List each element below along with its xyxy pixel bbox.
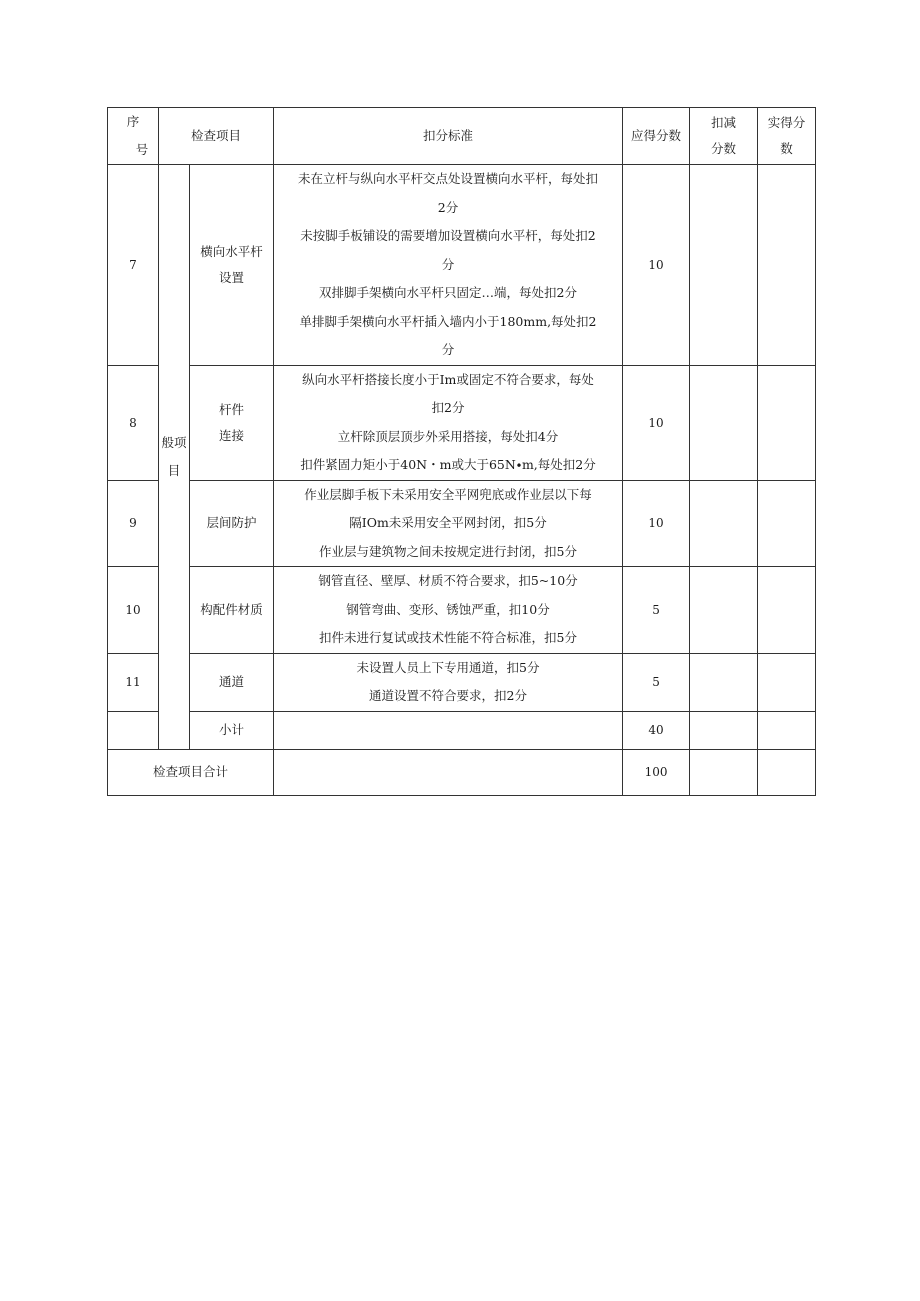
row-due-score: 5 (623, 653, 690, 711)
row-item: 通道 (190, 653, 274, 711)
standard-line: 2分 (437, 199, 459, 215)
row-seq: 9 (108, 480, 159, 567)
row-actual-cell[interactable] (758, 567, 816, 654)
standard-line: 分 (441, 256, 455, 272)
header-actual-line1: 实得分 (767, 115, 806, 130)
row-item-line2: 连接 (219, 427, 245, 443)
subtotal-seq (108, 711, 159, 749)
standard-line: 扣件紧固力矩小于40N・m或大于65N∙m,每处扣2分 (300, 457, 596, 472)
standard-line: 钢管弯曲、变形、锈蚀严重，扣10分 (346, 601, 550, 617)
row-deduct-cell[interactable] (690, 365, 758, 480)
row-due-score: 10 (623, 165, 690, 366)
standard-line: 扣件未进行复试或技术性能不符合标准，扣5分 (319, 630, 577, 645)
row-actual-cell[interactable] (758, 365, 816, 480)
row-due-score: 10 (623, 365, 690, 480)
total-row (108, 749, 816, 795)
row-seq: 8 (108, 365, 159, 480)
row-actual-cell[interactable] (758, 480, 816, 567)
standard-line: 分 (441, 342, 455, 357)
header-item: 检查项目 (159, 108, 274, 165)
standard-line: 单排脚手架横向水平杆插入墙内小于180mm,每处扣2 (299, 313, 597, 329)
standard-line: 钢管直径、壁厚、材质不符合要求，扣5~10分 (318, 573, 578, 588)
total-due-score: 100 (623, 749, 690, 795)
header-seq (108, 108, 159, 165)
row-deduct-cell[interactable] (690, 567, 758, 654)
row-item: 构配件材质 (190, 567, 274, 654)
row-standard (274, 365, 623, 480)
row-actual-cell[interactable] (758, 653, 816, 711)
table-header-row (108, 108, 816, 165)
row-item-line1: 杆件 (219, 401, 245, 417)
header-seq-line1: 序 (126, 114, 140, 129)
row-seq: 7 (108, 165, 159, 366)
table-row (108, 567, 816, 654)
standard-line: 双排脚手架横向水平杆只固定…端，每处扣2分 (319, 285, 577, 300)
header-deduct-line2: 分数 (711, 141, 737, 156)
group-label (159, 165, 190, 750)
subtotal-deduct-cell[interactable] (690, 711, 758, 749)
total-label: 检查项目合计 (108, 749, 274, 795)
subtotal-standard (274, 711, 623, 749)
header-standard: 扣分标准 (274, 108, 623, 165)
row-deduct-cell[interactable] (690, 653, 758, 711)
subtotal-label: 小计 (190, 711, 274, 749)
table-row (108, 165, 816, 366)
row-due-score: 10 (623, 480, 690, 567)
header-actual-line2: 数 (780, 141, 793, 156)
header-due-score: 应得分数 (623, 108, 690, 165)
standard-line: 作业层脚手板下未采用安全平网兜底或作业层以下每 (304, 486, 592, 502)
standard-line: 隔IOm未采用安全平网封闭，扣5分 (349, 515, 547, 530)
subtotal-actual-cell[interactable] (758, 711, 816, 749)
header-seq-line2: 号 (135, 142, 149, 157)
total-deduct-cell[interactable] (690, 749, 758, 795)
total-actual-cell[interactable] (758, 749, 816, 795)
total-standard (274, 749, 623, 795)
inspection-score-table (107, 107, 816, 796)
standard-line: 扣2分 (431, 400, 465, 415)
header-deduct (690, 108, 758, 165)
table-row (108, 365, 816, 480)
row-item-line1: 横向水平杆 (200, 243, 263, 259)
standard-line: 立杆除顶层顶步外采用搭接，每处扣4分 (337, 428, 559, 444)
row-seq: 11 (108, 653, 159, 711)
standard-line: 未在立杆与纵向水平杆交点处设置横向水平杆，每处扣 (298, 171, 599, 186)
row-due-score: 5 (623, 567, 690, 654)
row-deduct-cell[interactable] (690, 165, 758, 366)
row-item: 层间防护 (190, 480, 274, 567)
table-row (108, 480, 816, 567)
row-item (190, 165, 274, 366)
row-deduct-cell[interactable] (690, 480, 758, 567)
standard-line: 作业层与建筑物之间未按规定进行封闭，扣5分 (319, 543, 577, 559)
row-item-line2: 设置 (219, 269, 245, 285)
row-item (190, 365, 274, 480)
standard-line: 通道设置不符合要求，扣2分 (369, 688, 527, 703)
subtotal-row (108, 711, 816, 749)
standard-line: 纵向水平杆搭接长度小于Im或固定不符合要求，每处 (302, 371, 594, 387)
row-seq: 10 (108, 567, 159, 654)
standard-line: 未设置人员上下专用通道，扣5分 (356, 659, 540, 675)
group-label-line1: 般项 (161, 434, 187, 450)
header-actual (758, 108, 816, 165)
table-row (108, 653, 816, 711)
row-standard (274, 653, 623, 711)
group-label-line2: 目 (167, 462, 181, 478)
row-standard (274, 480, 623, 567)
row-standard (274, 567, 623, 654)
header-deduct-line1: 扣减 (711, 115, 737, 130)
row-standard (274, 165, 623, 366)
subtotal-due-score: 40 (623, 711, 690, 749)
standard-line: 未按脚手板铺设的需要增加设置横向水平杆，每处扣2 (300, 228, 596, 243)
row-actual-cell[interactable] (758, 165, 816, 366)
